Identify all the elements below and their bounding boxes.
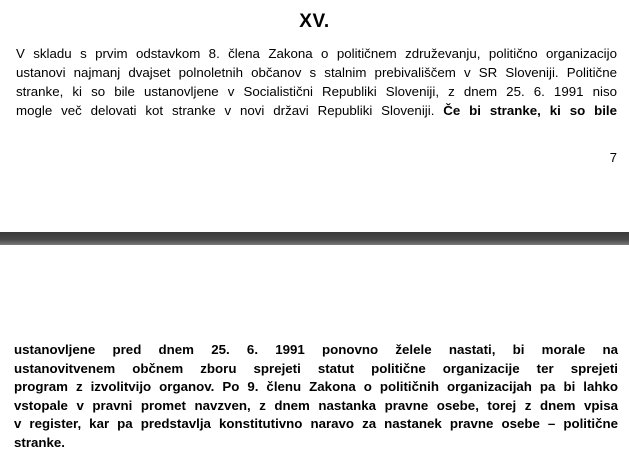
paragraph-line: v register, kar pa predstavlja konstitutivno naravo za nastanek pravne osebe – politične (14, 415, 618, 434)
paragraph-top (16, 44, 617, 120)
page-separator (0, 232, 629, 245)
paragraph-line: ustanovi najmanj dvajset polnoletnih občanov s stalnim prebivališčem v SR Sloveniji. Politične (16, 63, 617, 82)
page-bottom (0, 245, 629, 451)
paragraph-line: vstopale v pravni promet navzven, z dnem nastanka pravne osebe, torej z dnem vpisa (14, 397, 618, 416)
paragraph-line: stranke, ki so bile ustanovljene v Socialistični Republiki Sloveniji, z dnem 25. 6. 1991 niso (16, 82, 617, 101)
paragraph-line: ustanovljene pred dnem 25. 6. 1991 ponovno želele nastati, bi morale na (14, 341, 618, 360)
paragraph-bottom (14, 341, 618, 452)
paragraph-text-regular: mogle več delovati kot stranke v novi državi Republiki Sloveniji. (16, 103, 434, 118)
paragraph-text-bold: Če bi stranke, ki so bile (443, 103, 617, 118)
paragraph-line: V skladu s prvim odstavkom 8. člena Zakona o političnem združevanju, politično organizacijo (16, 44, 617, 63)
paragraph-line: program z izvolitvijo organov. Po 9. členu Zakona o političnih organizacijah pa bi lahko (14, 378, 618, 397)
section-heading: XV. (0, 11, 629, 33)
paragraph-line-last (16, 101, 617, 120)
paragraph-line-last: stranke. (14, 434, 618, 452)
paragraph-line: ustanovitvenem občnem zboru sprejeti statut politične organizacije ter sprejeti (14, 360, 618, 379)
page-number: 7 (610, 150, 617, 165)
